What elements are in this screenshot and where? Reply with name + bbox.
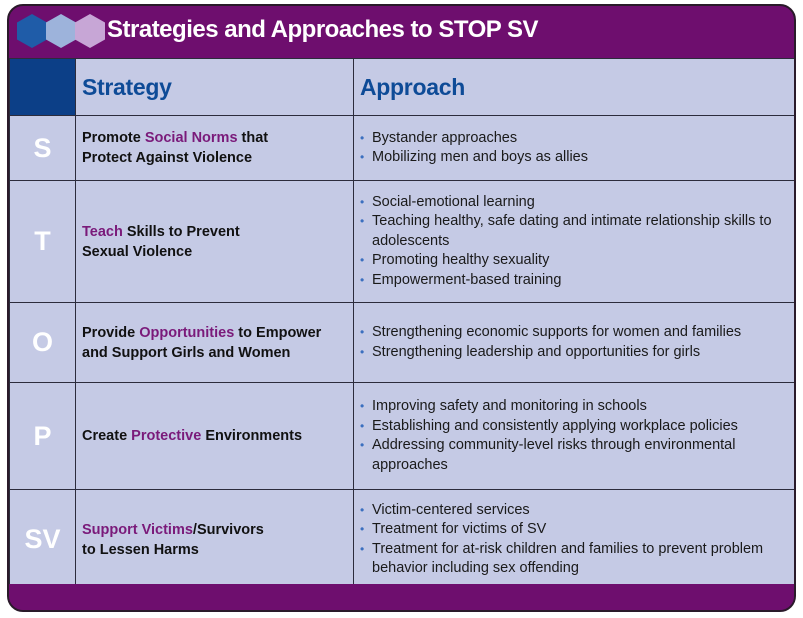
list-item: • Mobilizing men and boys as allies bbox=[360, 148, 791, 168]
list-item: • Victim-centered services bbox=[360, 501, 791, 521]
table-row bbox=[10, 181, 796, 303]
list-item: • Establishing and consistently applying workplace policies bbox=[360, 417, 791, 437]
table-header-row bbox=[10, 59, 796, 116]
list-item: • Social-emotional learning bbox=[360, 193, 791, 213]
page-title: Strategies and Approaches to STOP SV bbox=[107, 16, 539, 43]
table-row bbox=[10, 490, 796, 590]
approach-cell bbox=[354, 116, 796, 181]
strategy-cell: Promote Social Norms that Protect Against Violence bbox=[76, 116, 354, 181]
header-strategy: Strategy bbox=[76, 59, 354, 116]
table-row bbox=[10, 303, 796, 383]
strategy-cell: Create Protective Environments bbox=[76, 383, 354, 490]
list-item: • Treatment for at-risk children and families to prevent problem behavior including sex offending bbox=[360, 540, 791, 579]
footer-band bbox=[9, 584, 794, 610]
row-letter: S bbox=[10, 116, 76, 181]
list-item: • Strengthening economic supports for women and families bbox=[360, 323, 791, 343]
strategy-cell: Provide Opportunities to Empower and Support Girls and Women bbox=[76, 303, 354, 383]
row-letter: T bbox=[10, 181, 76, 303]
list-item: • Teaching healthy, safe dating and intimate relationship skills to adolescents bbox=[360, 212, 791, 251]
list-item: • Empowerment-based training bbox=[360, 271, 791, 291]
list-item: • Promoting healthy sexuality bbox=[360, 251, 791, 271]
hexagon-logo-icon bbox=[17, 14, 107, 48]
table-row bbox=[10, 383, 796, 490]
table-row bbox=[10, 116, 796, 181]
title-bar bbox=[9, 6, 794, 58]
row-letter: O bbox=[10, 303, 76, 383]
strategy-table bbox=[9, 58, 796, 590]
strategy-cell: Teach Skills to Prevent Sexual Violence bbox=[76, 181, 354, 303]
list-item: • Addressing community-level risks through environmental approaches bbox=[360, 436, 791, 475]
header-approach: Approach bbox=[354, 59, 796, 116]
row-letter: SV bbox=[10, 490, 76, 590]
row-letter: P bbox=[10, 383, 76, 490]
list-item: • Improving safety and monitoring in schools bbox=[360, 397, 791, 417]
list-item: • Strengthening leadership and opportunities for girls bbox=[360, 343, 791, 363]
approach-cell bbox=[354, 383, 796, 490]
hexagon-icon bbox=[75, 14, 105, 48]
approach-cell bbox=[354, 181, 796, 303]
hexagon-icon bbox=[46, 14, 76, 48]
header-blank-cell bbox=[10, 59, 76, 116]
list-item: • Bystander approaches bbox=[360, 129, 791, 149]
infographic-frame bbox=[7, 4, 796, 612]
approach-cell bbox=[354, 490, 796, 590]
list-item: • Treatment for victims of SV bbox=[360, 520, 791, 540]
strategy-cell: Support Victims/Survivors to Lessen Harms bbox=[76, 490, 354, 590]
hexagon-icon bbox=[17, 14, 47, 48]
approach-cell bbox=[354, 303, 796, 383]
